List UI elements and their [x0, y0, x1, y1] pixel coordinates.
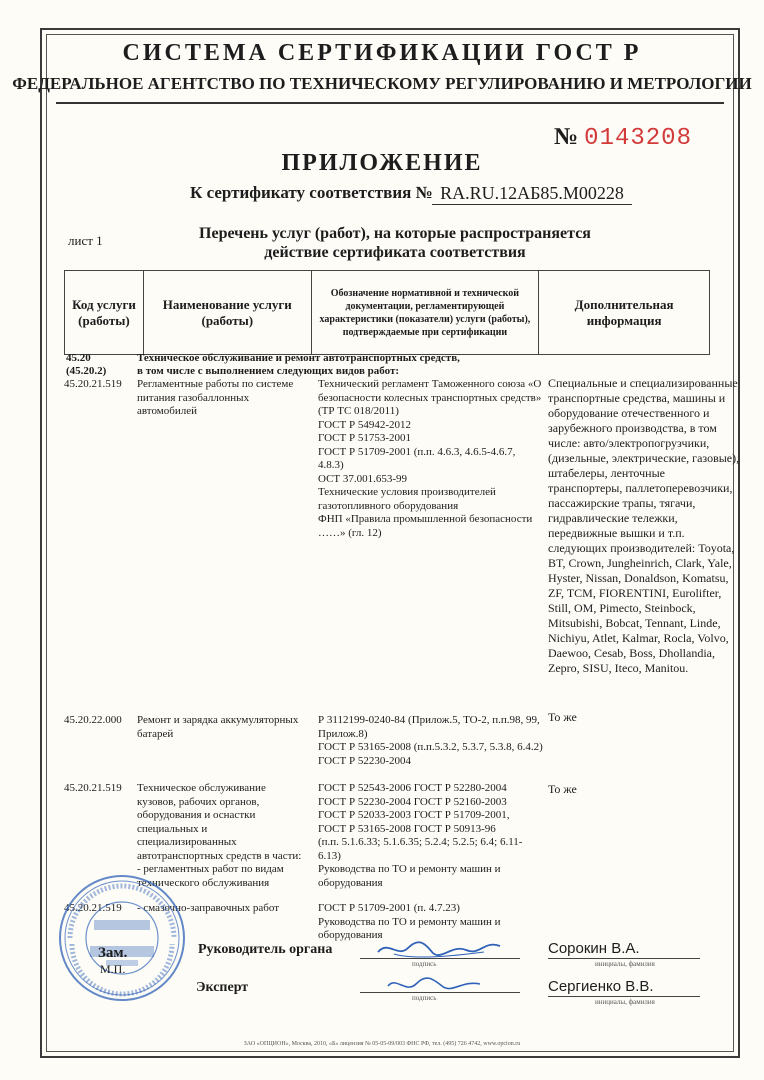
doc-line: ГОСТ Р 52230-2004 ГОСТ Р 52160-2003 [318, 795, 507, 808]
deputy-label: Зам. [98, 945, 128, 961]
section-title-line-1: Техническое обслуживание и ремонт автотранспортных средств, [137, 352, 460, 364]
head-name-line [548, 958, 700, 959]
list-title [150, 224, 640, 262]
list-title-line-2: действие сертификата соответствия [264, 244, 526, 261]
expert-name-caption: инициалы, фамилия [595, 998, 655, 1006]
head-signature-icon [374, 934, 504, 962]
row-1-code: 45.20.21.519 [64, 378, 122, 390]
doc-line: ГОСТ Р 53165-2008 ГОСТ Р 50913-96 [318, 822, 496, 835]
expert-name: Сергиенко В.В. [548, 978, 654, 995]
printer-footer: ЗАО «ОПЦИОН», Москва, 2010, «Б» лицензия № 05-05-09/003 ФНС РФ, тел. (495) 726 4742, www.opcion.ru [243, 1041, 521, 1047]
certificate-number: RA.RU.12АБ85.М00228 [432, 183, 632, 205]
list-title-line-1: Перечень услуг (работ), на которые распространяется [199, 225, 591, 242]
section-code [66, 352, 106, 378]
number-symbol: № [554, 124, 579, 150]
row-4-service: - смазочно-заправочных работ [137, 902, 280, 914]
row-3-docs [318, 782, 543, 890]
form-number [554, 124, 692, 152]
doc-line: Технический регламент Таможенного союза «О безопасности колесных транспортных средств» (ТР ТС 018/2011) [318, 378, 542, 417]
section-code-sub: (45.20.2) [66, 365, 107, 377]
doc-line: ГОСТ Р 54942-2012 [318, 418, 412, 431]
row-2-docs [318, 714, 543, 768]
seal-place-label: М.П. [100, 962, 126, 976]
head-name: Сорокин В.А. [548, 940, 640, 957]
system-title: СИСТЕМА СЕРТИФИКАЦИИ ГОСТ Р [122, 40, 642, 66]
row-2-service: Ремонт и зарядка аккумуляторных батарей [137, 714, 299, 740]
expert-signature-caption: подпись [412, 994, 437, 1002]
section-title [137, 352, 537, 378]
doc-line: ОСТ 37.001.653-99 [318, 472, 408, 485]
section-title-line-2: в том числе с выполнением следующих видов работ: [137, 365, 400, 377]
table-header [64, 270, 710, 355]
doc-line: ГОСТ Р 53165-2008 (п.п.5.3.2, 5.3.7, 5.3.8, 6.4.2) [318, 741, 543, 753]
doc-line: Руководства по ТО и ремонту машин и оборудования [318, 915, 501, 941]
head-name-caption: инициалы, фамилия [595, 960, 655, 968]
agency-title: ФЕДЕРАЛЬНОЕ АГЕНТСТВО ПО ТЕХНИЧЕСКОМУ РЕГУЛИРОВАНИЮ И МЕТРОЛОГИИ [12, 74, 752, 93]
header-info: Дополнительная информация [539, 271, 710, 355]
row-2-info: То же [548, 710, 577, 724]
section-code-main: 45.20 [66, 352, 91, 364]
header-docs: Обозначение нормативной и технической документации, регламентирующей характеристики (показатели) услуги (работы), подтверждаемые при сертификации [311, 271, 539, 355]
doc-line: ГОСТ Р 52033-2003 ГОСТ Р 51709-2001, [318, 809, 510, 821]
row-3-code: 45.20.21.519 [64, 782, 122, 794]
doc-line: (п.п. 5.1.6.33; 5.1.6.35; 5.2.4; 5.2.5; 6.4; 6.11-6.13) [318, 836, 523, 862]
header-code: Код услуги (работы) [65, 271, 144, 355]
header-divider [56, 102, 724, 104]
seal-stamp-icon [56, 872, 188, 1004]
row-2-code: 45.20.22.000 [64, 714, 122, 726]
head-label: Руководитель органа [198, 942, 333, 957]
doc-line: ГОСТ Р 52230-2004 [318, 754, 412, 767]
row-3-service: Техническое обслуживание кузовов, рабочих органов, оборудования и оснастки специальных и специализированных автотранспортных средств в части: - регламентных работ по видам технического обслуживания [137, 782, 302, 889]
doc-line: Р 3112199-0240-84 (Прилож.5, ТО-2, п.п.98, 99, Прилож.8) [318, 714, 540, 740]
page-title: ПРИЛОЖЕНИЕ [281, 150, 483, 176]
doc-line: ГОСТ Р 51709-2001 (п.п. 4.6.3, 4.6.5-4.6.7, 4.8.3) [318, 445, 516, 471]
serial-number: 0143208 [584, 125, 692, 152]
row-1-docs [318, 378, 543, 540]
row-1-info: Специальные и специализированные транспортные средства, машины и оборудование отечественного и зарубежного производства, в том числе: авто/электропогрузчики, (дизельные, электрические, газовые), штабелеры, ленточные транспортеры, паллетоперевозчики, пассажирские трапы, тягачи, гидравлические тележки, передвижные вышки и т.п. следующих производителей: Toyota, BT, Crown, Jungheinrich, Clark, Yale, Hyster, Nissan, Donaldson, Komatsu, ZF, TCM, FIORENTINI, Eurolifter, Still, OM, Pimecto, Steinbock, Mitsubishi, Bobcat, Tennant, Linde, Nichiyu, Atlet, Kalmar, Rocla, Volvo, Daewoo, Cesab, Boss, Dhollandia, Zepro, SISU, Iteco, Manitou. [548, 376, 740, 675]
doc-line: Руководства по ТО и ремонту машин и оборудования [318, 863, 501, 889]
head-signature-caption: подпись [412, 960, 437, 968]
header-service: Наименование услуги (работы) [143, 271, 311, 355]
expert-label: Эксперт [196, 980, 249, 995]
doc-line: ГОСТ Р 51709-2001 (п. 4.7.23) [318, 902, 460, 914]
certificate-label: К сертификату соответствия № [190, 183, 433, 202]
sheet-number: лист 1 [68, 233, 103, 248]
row-1-service: Регламентные работы по системе питания газобаллонных автомобилей [137, 378, 294, 417]
doc-line: ГОСТ Р 52543-2006 ГОСТ Р 52280-2004 [318, 782, 507, 794]
row-3-info: То же [548, 782, 577, 796]
doc-line: ГОСТ Р 51753-2001 [318, 432, 412, 444]
expert-signature-icon [384, 972, 484, 996]
doc-line: Технические условия производителей газотопливного оборудования [318, 486, 496, 512]
doc-line: ФНП «Правила промышленной безопасности ……» (гл. 12) [318, 513, 533, 539]
expert-name-line [548, 996, 700, 997]
row-4-code: 45.20.21.519 [64, 902, 122, 914]
